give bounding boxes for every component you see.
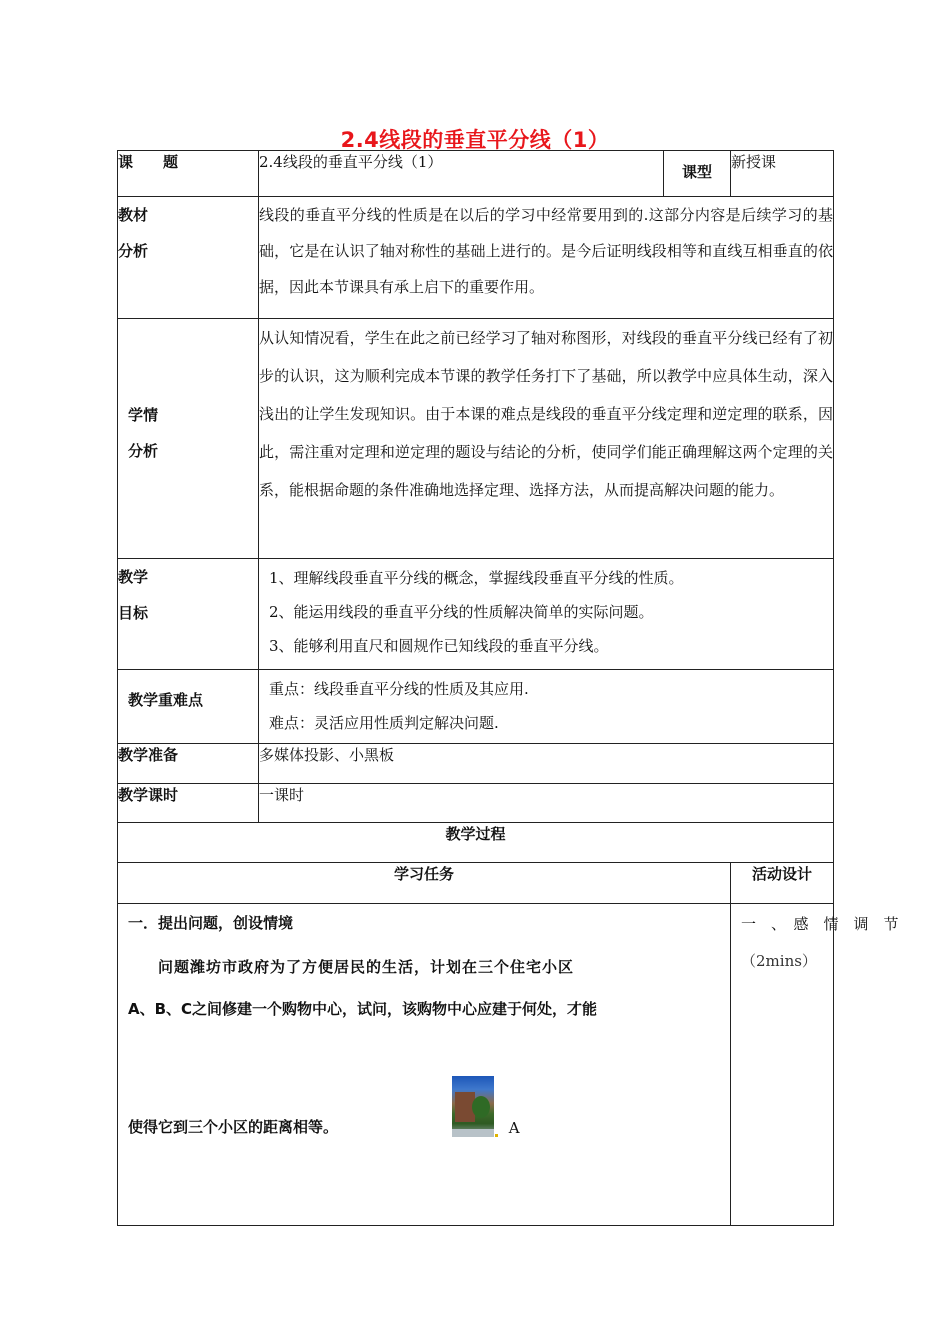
learners-label-line1: 学情: [128, 406, 159, 424]
question-line: 问题潍坊市政府为了方便居民的生活，计划在三个住宅小区: [158, 958, 575, 976]
focus-text: 重点：线段垂直平分线的性质及其应用.: [269, 680, 529, 698]
lesson-step-row: [118, 904, 834, 1226]
activity-cell: [731, 904, 899, 1226]
material-row: [118, 197, 834, 319]
goal-item: 1、理解线段垂直平分线的概念，掌握线段垂直平分线的性质。: [269, 569, 684, 587]
lesson-type-label: 课型: [664, 151, 731, 197]
learners-label: [118, 319, 259, 559]
material-label: [118, 197, 259, 319]
hours-value: 一课时: [259, 784, 834, 823]
residential-photo-image: [452, 1076, 494, 1137]
learners-label-line2: 分析: [128, 442, 159, 460]
preparation-row: [118, 744, 834, 784]
goal-item: 2、能运用线段的垂直平分线的性质解决简单的实际问题。: [269, 603, 654, 621]
hours-label: 教学课时: [118, 784, 259, 823]
goals-label-line2: 目标: [118, 604, 149, 622]
material-label-line1: 教材: [118, 206, 149, 224]
material-text: 线段的垂直平分线的性质是在以后的学习中经常要用到的.这部分内容是后续学习的基础，它是在认识了轴对称性的基础上进行的。是今后证明线段相等和直线互相垂直的依据，因此本节课具有承上启下的重要作用。: [259, 197, 834, 319]
question-line: A、B、C之间修建一个购物中心，试问，该购物中心应建于何处，才能: [128, 1000, 598, 1018]
difficulty-text: 难点：灵活应用性质判定解决问题.: [269, 714, 499, 732]
key-points-row: [118, 670, 834, 744]
question-line: 使得它到三个小区的距离相等。: [128, 1118, 339, 1136]
photo-label: A: [508, 1119, 520, 1137]
material-label-line2: 分析: [118, 242, 149, 260]
topic-value: 2.4线段的垂直平分线（1）: [259, 151, 664, 197]
col-task-header: 学习任务: [118, 863, 731, 904]
topic-row: [118, 151, 834, 197]
col-activity-header: 活动设计: [731, 863, 834, 904]
hours-row: [118, 784, 834, 823]
goals-label: [118, 559, 259, 670]
lesson-plan-table: [117, 150, 899, 1226]
activity-line: 一 、 感 情 调 节: [741, 915, 899, 933]
activity-line: （2mins）: [741, 952, 817, 970]
task-cell: [118, 904, 731, 1226]
learners-row: [118, 319, 834, 559]
marker-dot: [495, 1134, 498, 1137]
page-title: 2.4线段的垂直平分线（1）: [340, 128, 610, 152]
process-columns-row: [118, 863, 834, 904]
lesson-type-value: 新授课: [731, 151, 834, 197]
preparation-label: 教学准备: [118, 744, 259, 784]
process-heading-row: [118, 823, 834, 863]
photo-group: [452, 1076, 520, 1137]
question-last-line: [128, 1073, 720, 1137]
preparation-value: 多媒体投影、小黑板: [259, 744, 834, 784]
process-heading: 教学过程: [118, 823, 834, 863]
goals-row: [118, 559, 834, 670]
topic-label: 课 题: [118, 151, 259, 197]
section-title: 一．提出问题，创设情境: [128, 914, 294, 932]
goals-label-line1: 教学: [118, 568, 149, 586]
learners-text: 从认知情况看，学生在此之前已经学习了轴对称图形，对线段的垂直平分线已经有了初步的认识，这为顺利完成本节课的教学任务打下了基础，所以教学中应具体生动，深入浅出的让学生发现知识。由于本课的难点是线段的垂直平分线定理和逆定理的联系，因此，需注重对定理和逆定理的题设与结论的分析，使同学们能正确理解这两个定理的关系，能根据命题的条件准确地选择定理、选择方法，从而提高解决问题的能力。: [259, 319, 834, 559]
goals-list: [259, 559, 834, 670]
key-points-body: [259, 670, 834, 744]
key-points-label: 教学重难点: [118, 670, 259, 744]
goal-item: 3、能够利用直尺和圆规作已知线段的垂直平分线。: [269, 637, 609, 655]
